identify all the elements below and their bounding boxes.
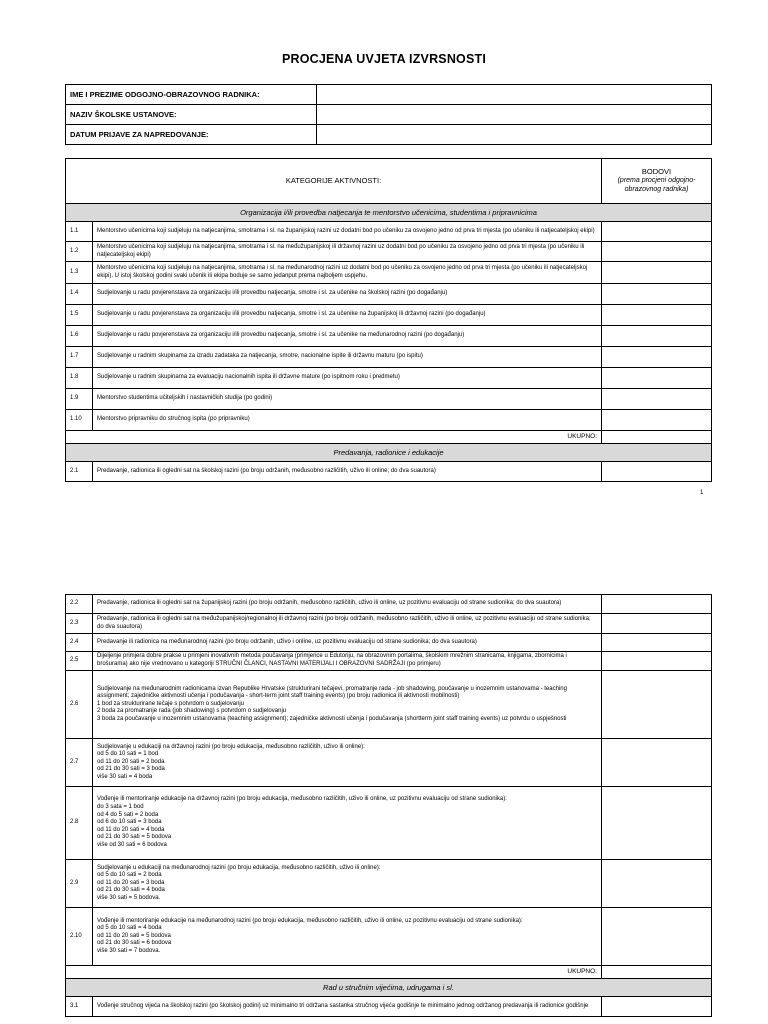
row-text: Dijeljenje primjera dobre prakse u primjeni inovativnih metoda poučavanja (primjerice u Edutoriju, na obrazovnim portalima, školskim mrežnim stranicama, knjigama, zbornicima i brošurama) ako nije vrednovano u kategoriji STRUČNI ČLANCI, NASTAVNI MATERIJALI I OBRAZOVNI SADRŽAJI (po primjeru) <box>93 652 602 671</box>
points-cell[interactable] <box>602 908 712 966</box>
header-bodovi-sub: (prema procjeni odgojno-obrazovnog radnika) <box>617 176 696 193</box>
total-label-1: UKUPNO: <box>66 431 602 444</box>
table-row <box>66 614 712 634</box>
row-number: 1.1 <box>66 222 93 242</box>
info-value-school[interactable] <box>317 105 712 125</box>
row-text: Mentorstvo učenicima koji sudjeluju na natjecanjima, smotrama i sl. na županijskoj razini uz dodatni bod po učeniku za osvojeno jedno od prva tri mjesta (po učeniku ili natjecateljskoj ekipi) <box>93 222 602 242</box>
row-text: Sudjelovanje u radu povjerenstava za organizaciju i/ili provedbu natjecanja, smotre i sl. za učenike na županijskoj ili državnoj razini (po događanju) <box>93 305 602 326</box>
row-text: Predavanje, radionica ili ogledni sat na županijskoj razini (po broju održanih, međusobno različitih, uživo ili online, uz pozitivnu evaluaciju od strane sudionika; do dva suautora) <box>93 595 602 614</box>
info-value-date[interactable] <box>317 125 712 145</box>
row-number: 1.2 <box>66 242 93 262</box>
info-label-name: IME I PREZIME ODGOJNO-OBRAZOVNOG RADNIKA: <box>66 85 317 105</box>
table-row <box>66 997 712 1017</box>
points-cell[interactable] <box>602 222 712 242</box>
row-number: 1.9 <box>66 389 93 410</box>
points-cell[interactable] <box>602 347 712 368</box>
row-number: 2.3 <box>66 614 93 634</box>
row-text: Vođenje ili mentoriranje edukacije na međunarodnoj razini (po broju edukacija, međusobno različitih, uživo ili online, uz pozitivnu evaluaciju od strane sudionika): od 5 do 10 sati = 4 boda od 11 do 20 sati = 5 bodova od 21 do 30 sati = 6 bodova više 30 sati = 7 bodova. <box>93 908 602 966</box>
points-cell[interactable] <box>602 671 712 739</box>
points-cell[interactable] <box>602 242 712 262</box>
row-text: Sudjelovanje u radu povjerenstava za organizaciju i/ili provedbu natjecanja, smotre i sl. za učenike na međunarodnoj razini (po događanju) <box>93 326 602 347</box>
row-text: Sudjelovanje u edukaciji na međunarodnoj razini (po broju edukacija, međusobno različitih, uživo ili online): od 5 do 10 sati = 2 boda od 11 do 20 sati = 3 boda od 21 do 30 sati = 4 boda više 30 sati = 5 bodova. <box>93 860 602 908</box>
row-text: Predavanje, radionica ili ogledni sat na međužupanijskoj/regionalnoj ili državnoj razini (po broju održanih, međusobno različitih, uživo ili online, uz pozitivnu evaluaciju od strane sudionika; do dva suautora) <box>93 614 602 634</box>
row-number: 1.8 <box>66 368 93 389</box>
table-row <box>66 908 712 966</box>
section-title-2: Predavanja, radionice i edukacije <box>66 444 712 462</box>
row-text: Vođenje ili mentoriranje edukacije na državnoj razini (po broju edukacija, međusobno različitih, uživo ili online, uz pozitivnu evaluaciju od strane sudionika): do 3 sata = 1 bod od 4 do 5 sati = 2 boda od 6 do 10 sati = 3 boda od 11 do 20 sati = 4 boda od 21 do 30 sati = 5 bodova više od 30 sati = 6 bodova <box>93 787 602 860</box>
points-cell[interactable] <box>602 634 712 652</box>
points-cell[interactable] <box>602 326 712 347</box>
row-text: Sudjelovanje u radnim skupinama za evaluaciju nacionalnih ispita ili državne mature (po ispitnom roku i predmetu) <box>93 368 602 389</box>
row-text: Sudjelovanje u edukaciji na državnoj razini (po broju edukacija, međusobno različitih, uživo ili online): od 5 do 10 sati = 1 bod od 11 do 20 sati = 2 boda od 21 do 30 sati = 3 boda više 30 sati = 4 boda <box>93 739 602 787</box>
info-row-name <box>66 85 712 105</box>
row-number: 2.9 <box>66 860 93 908</box>
row-text: Mentorstvo studentima učiteljskih i nastavničkih studija (po godini) <box>93 389 602 410</box>
points-cell[interactable] <box>602 997 712 1017</box>
table-row <box>66 634 712 652</box>
section-header-1 <box>66 204 712 222</box>
row-number: 2.4 <box>66 634 93 652</box>
row-number: 2.10 <box>66 908 93 966</box>
table-row <box>66 787 712 860</box>
total-cell-2[interactable] <box>602 966 712 979</box>
row-text: Sudjelovanje u radu povjerenstava za organizaciju i/ili provedbu natjecanja, smotre i sl. za učenike na školskoj razini (po događanju) <box>93 284 602 305</box>
header-bodovi-title: BODOVI <box>641 167 672 177</box>
table-row <box>66 368 712 389</box>
table-row <box>66 347 712 368</box>
activities-table-page2 <box>65 594 712 1017</box>
info-label-school: NAZIV ŠKOLSKE USTANOVE: <box>66 105 317 125</box>
table-row <box>66 284 712 305</box>
info-table <box>65 84 712 145</box>
page-title: PROCJENA UVJETA IZVRSNOSTI <box>281 52 487 66</box>
row-text: Vođenje stručnog vijeća na školskoj razini (po školskoj godini) uz minimalno tri održana sastanka stručnog vijeća godišnje te minimalno jednog održanog predavanja ili radionice godišnje <box>93 997 602 1017</box>
row-text: Sudjelovanje na međunarodnim radionicama izvan Republike Hrvatske (strukturirani tečajevi, promatranje rada - job shadowing, poučavanje u inozemnim ustanovama - teaching assignment; zajedničke aktivnosti učenja i podučavanja - short-term joint staff training events) (po broju radionica ili aktivnosti mobilnosti) 1 bod za strukturirane tečaje s potvrdom o sudjelovanju 2 boda za promatranje rada (job shadowing) s potvrdom o sudjelovanju 3 boda za poučavanje u inozemnim ustanovama (teaching assignment); zajedničke aktivnosti učenja i podučavanja (shortterm joint staff training events) uz potvrdu o uspješnosti <box>93 671 602 739</box>
points-cell[interactable] <box>602 410 712 431</box>
table-row <box>66 652 712 671</box>
table-row <box>66 326 712 347</box>
total-cell-1[interactable] <box>602 431 712 444</box>
section-header-3 <box>66 979 712 997</box>
table-row <box>66 410 712 431</box>
points-cell[interactable] <box>602 595 712 614</box>
header-kategorije: KATEGORIJE AKTIVNOSTI: <box>66 159 602 204</box>
row-number: 1.7 <box>66 347 93 368</box>
table-row <box>66 262 712 284</box>
points-cell[interactable] <box>602 860 712 908</box>
points-cell[interactable] <box>602 284 712 305</box>
table-row <box>66 389 712 410</box>
info-row-school <box>66 105 712 125</box>
table-row <box>66 739 712 787</box>
points-cell[interactable] <box>602 305 712 326</box>
row-number: 2.7 <box>66 739 93 787</box>
points-cell[interactable] <box>602 652 712 671</box>
header-bodovi <box>602 159 712 204</box>
info-row-date <box>66 125 712 145</box>
row-text: Predavanje ili radionica na međunarodnoj razini (po broju održanih, uživo i online, uz pozitivnu evaluaciju od strane sudionika; do dva suautora) <box>93 634 602 652</box>
total-label-2: UKUPNO: <box>66 966 602 979</box>
row-number: 2.5 <box>66 652 93 671</box>
points-cell[interactable] <box>602 614 712 634</box>
table-header <box>66 159 712 204</box>
row-number: 2.8 <box>66 787 93 860</box>
points-cell[interactable] <box>602 739 712 787</box>
points-cell[interactable] <box>602 389 712 410</box>
table-row <box>66 242 712 262</box>
info-label-date: DATUM PRIJAVE ZA NAPREDOVANJE: <box>66 125 317 145</box>
row-text: Mentorstvo učenicima koji sudjeluju na natjecanjima, smotrama i sl. na međunarodnoj razini uz dodatni bod po učeniku za osvojeno jedno od prva tri mjesta (po učeniku ili natjecateljskoj ekipi). U istoj školskoj godini svaki učenik ili ekipa boduje se samo jedanput prema najboljem uspjehu. <box>93 262 602 284</box>
section-header-2 <box>66 444 712 462</box>
row-number: 2.2 <box>66 595 93 614</box>
row-number: 1.5 <box>66 305 93 326</box>
points-cell[interactable] <box>602 462 712 482</box>
table-row <box>66 595 712 614</box>
row-text: Mentorstvo učenicima koji sudjeluju na natjecanjima, smotrama i sl. na međužupanijskoj ili državnoj razini uz dodatni bod po učeniku za osvojeno jedno od prva tri mjesta (po učeniku ili natjecateljskoj ekipi) <box>93 242 602 262</box>
row-number: 3.1 <box>66 997 93 1017</box>
row-number: 1.3 <box>66 262 93 284</box>
page-number: 1 <box>700 490 704 496</box>
section-title-1: Organizacija i/ili provedba natjecanja te mentorstvo učenicima, studentima i pripravnicima <box>66 204 712 222</box>
table-row <box>66 462 712 482</box>
points-cell[interactable] <box>602 368 712 389</box>
table-row <box>66 305 712 326</box>
row-number: 2.6 <box>66 671 93 739</box>
row-text: Predavanje, radionica ili ogledni sat na školskoj razini (po broju održanih, međusobno različitih, uživo ili online; do dva suautora) <box>93 462 602 482</box>
row-number: 1.6 <box>66 326 93 347</box>
total-row-2 <box>66 966 712 979</box>
row-text: Sudjelovanje u radnim skupinama za izradu zadataka za natjecanja, smotre, nacionalne ispite ili državnu maturu (po ispitu) <box>93 347 602 368</box>
row-text: Mentorstvo pripravniku do stručnog ispita (po pripravniku) <box>93 410 602 431</box>
points-cell[interactable] <box>602 787 712 860</box>
points-cell[interactable] <box>602 262 712 284</box>
total-row-1 <box>66 431 712 444</box>
row-number: 2.1 <box>66 462 93 482</box>
table-row <box>66 860 712 908</box>
activities-table-page1 <box>65 158 712 482</box>
info-value-name[interactable] <box>317 85 712 105</box>
section-title-3: Rad u stručnim vijećima, udrugama i sl. <box>66 979 712 997</box>
table-row <box>66 222 712 242</box>
row-number: 1.4 <box>66 284 93 305</box>
table-row <box>66 671 712 739</box>
row-number: 1.10 <box>66 410 93 431</box>
